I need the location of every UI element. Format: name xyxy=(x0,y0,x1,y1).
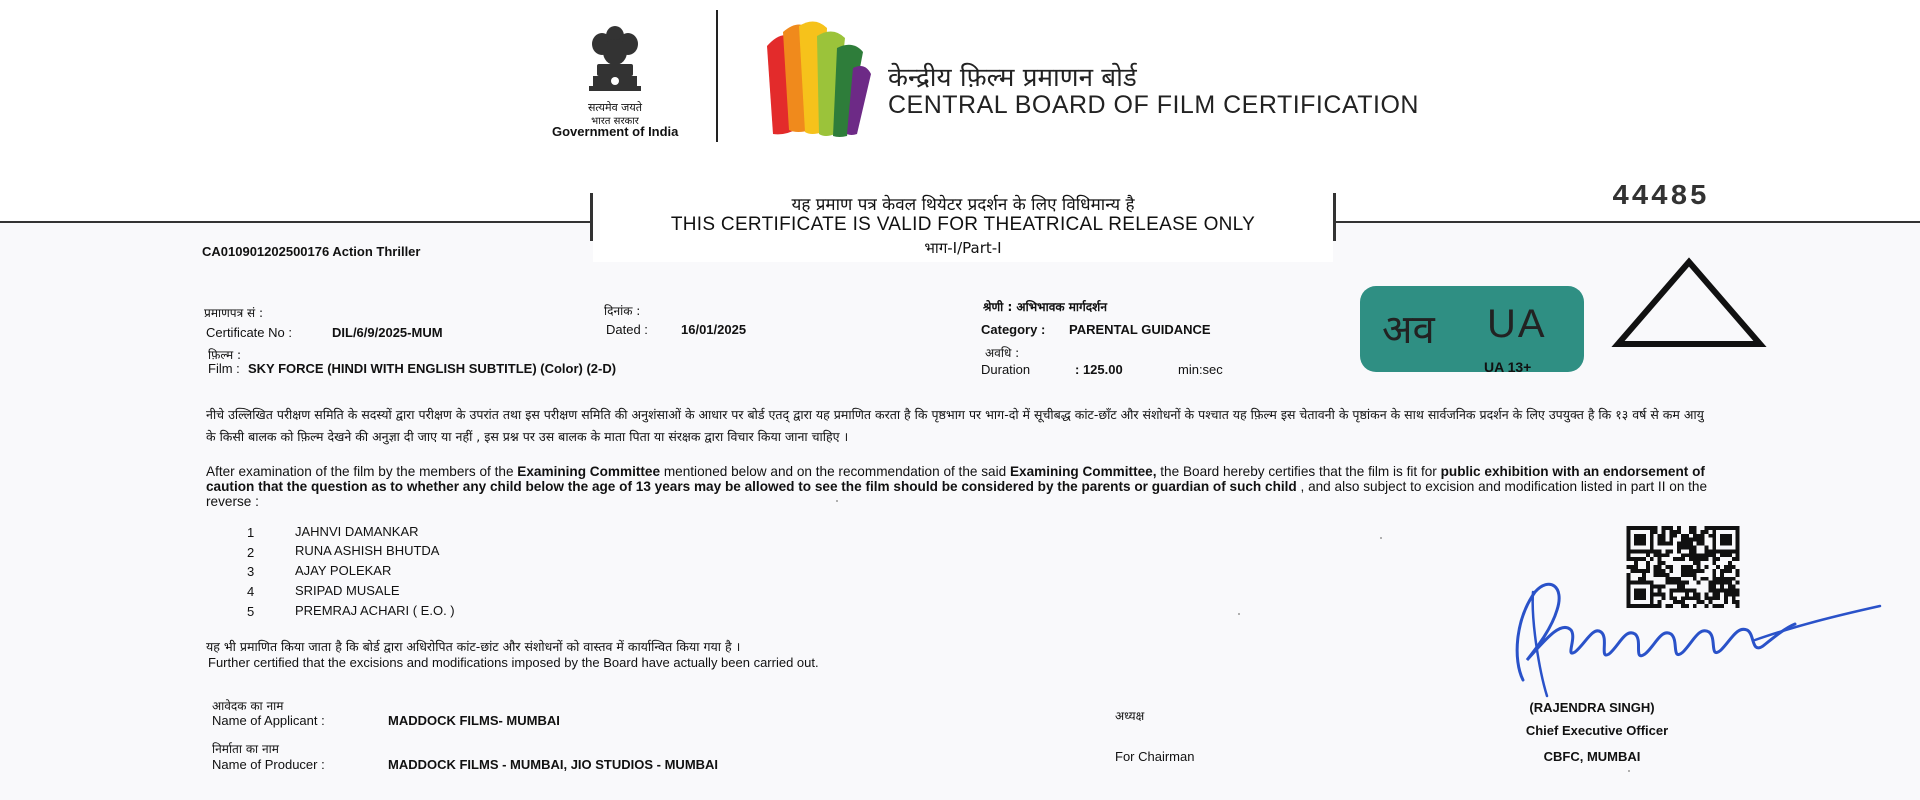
emblem-motto: सत्यमेव जयते xyxy=(587,101,642,114)
band-rule-right xyxy=(1335,221,1920,223)
member-number: 5 xyxy=(247,604,255,619)
para-en-part7: , and also subject to excision and modification listed in part II on the reverse : xyxy=(206,479,1708,509)
application-code: CA010901202500176 Action Thriller xyxy=(202,244,421,259)
certificate-no-hindi-label: प्रमाणपत्र सं : xyxy=(204,306,264,320)
member-name: RUNA ASHISH BHUTDA xyxy=(295,543,440,558)
signatory-office: CBFC, MUMBAI xyxy=(1543,749,1641,764)
applicant-value: MADDOCK FILMS- MUMBAI xyxy=(388,713,560,728)
certification-paragraph-hindi: नीचे उल्लिखित परीक्षण समिति के सदस्यों द्वारा परीक्षण के उपरांत तथा इस परीक्षण समिति की अनुशंसाओं के आधार पर बोर्ड एतद् द्वारा यह प्रमाणित करता है कि पृष्ठभाग पर भाग-दो में सूचीबद्ध कांट-छाँट और संशोधनों के पश्चात यह फ़िल्म इस चेतावनी के पृष्ठांकन के साथ सार्वजनिक प्रदर्शन के लिए उपयुक्त है कि १३ वर्ष से कम आयु के किसी बालक को फ़िल्म देखने की अनुज्ञा दी जाए या नहीं , इस प्रश्न पर उस बालक के माता पिता या संरक्षक द्वारा विचार किया जाना चाहिए । xyxy=(206,407,1704,444)
member-number: 2 xyxy=(247,545,255,560)
certificate-no-label: Certificate No : xyxy=(206,325,292,340)
date-label: Dated : xyxy=(606,322,648,337)
scan-speck xyxy=(836,500,838,502)
member-name: JAHNVI DAMANKAR xyxy=(295,524,419,539)
further-certified-english: Further certified that the excisions and modifications imposed by the Board have actually been carried out. xyxy=(208,655,819,670)
applicant-label: Name of Applicant : xyxy=(212,713,325,728)
signatory-name: (RAJENDRA SINGH) xyxy=(1529,700,1655,715)
producer-label: Name of Producer : xyxy=(212,757,325,772)
para-en-part1: After examination of the film by the members of the xyxy=(206,464,518,479)
film-label: Film : xyxy=(208,361,240,376)
rating-hindi: अव xyxy=(1382,307,1435,353)
for-chairman-label: For Chairman xyxy=(1115,749,1195,764)
para-en-caution: public exhibition with an endorsement of caution that the question as to whether any child below the age of 13 years may be allowed to see the film should be considered by the parents or guardian of such child xyxy=(206,464,1705,494)
further-certified-hindi: यह भी प्रमाणित किया जाता है कि बोर्ड द्वारा अधिरोपित कांट-छांट और संशोधनों को वास्तव में कार्यान्वित किया गया है । xyxy=(206,639,741,654)
duration-hindi-label: अवधि : xyxy=(985,346,1020,360)
rating-english: UA xyxy=(1487,302,1547,346)
category-value: PARENTAL GUIDANCE xyxy=(1069,322,1211,337)
producer-value: MADDOCK FILMS - MUMBAI, JIO STUDIOS - MUMBAI xyxy=(388,757,719,772)
scan-speck xyxy=(1380,537,1382,539)
member-name: PREMRAJ ACHARI ( E.O. ) xyxy=(295,603,455,618)
certificate-no-value: DIL/6/9/2025-MUM xyxy=(332,325,443,340)
film-title-value: SKY FORCE (HINDI WITH ENGLISH SUBTITLE) (Color) (2-D) xyxy=(248,361,617,376)
part-label: भाग-I/Part-I xyxy=(924,239,1002,257)
serial-number: 44485 xyxy=(1612,180,1710,213)
date-hindi-label: दिनांक : xyxy=(604,304,641,318)
header-divider xyxy=(716,10,718,142)
para-en-part4: Examining Committee, xyxy=(1009,464,1157,479)
category-label: Category : xyxy=(981,322,1046,337)
member-number: 1 xyxy=(247,525,255,540)
certification-paragraph-english xyxy=(206,464,1716,509)
board-name-hindi: केन्द्रीय फ़िल्म प्रमाणन बोर्ड xyxy=(888,63,1137,93)
band-cap-right xyxy=(1333,193,1336,241)
signatory-title: Chief Executive Officer xyxy=(1525,723,1669,738)
member-name: SRIPAD MUSALE xyxy=(295,583,400,598)
warning-triangle-icon xyxy=(1610,256,1768,350)
para-en-part3: mentioned below and on the recommendation of the said xyxy=(660,464,1010,479)
ashoka-emblem-icon xyxy=(575,22,655,102)
validity-text-english: THIS CERTIFICATE IS VALID FOR THEATRICAL RELEASE ONLY xyxy=(670,214,1256,235)
para-en-part5: the Board hereby certifies that the film is fit for xyxy=(1156,464,1441,479)
duration-label: Duration xyxy=(981,362,1031,377)
signature-image xyxy=(1505,580,1885,700)
band-rule-left xyxy=(0,221,590,223)
duration-value: : 125.00 xyxy=(1075,362,1123,377)
producer-hindi-label: निर्माता का नाम xyxy=(212,742,279,756)
para-en-part2: Examining Committee xyxy=(517,464,661,479)
applicant-hindi-label: आवेदक का नाम xyxy=(212,699,284,713)
scan-speck xyxy=(1238,613,1240,615)
government-of-india-label: Government of India xyxy=(552,124,679,139)
scan-speck xyxy=(1628,770,1630,772)
film-hindi-label: फ़िल्म : xyxy=(208,348,242,362)
member-number: 3 xyxy=(247,564,255,579)
chairman-hindi-label: अध्यक्ष xyxy=(1115,709,1145,723)
category-hindi-label: श्रेणी : अभिभावक मार्गदर्शन xyxy=(983,300,1107,314)
cbfc-logo-icon xyxy=(765,18,875,140)
emblem-hindi-caption: भारत सरकार xyxy=(591,116,639,127)
duration-unit: min:sec xyxy=(1178,362,1223,377)
date-value: 16/01/2025 xyxy=(681,322,747,337)
rating-subclass: UA 13+ xyxy=(1484,359,1532,375)
board-name-english: CENTRAL BOARD OF FILM CERTIFICATION xyxy=(888,91,1419,119)
validity-text-hindi: यह प्रमाण पत्र केवल थियेटर प्रदर्शन के लिए विधिमान्य है xyxy=(791,195,1135,215)
member-number: 4 xyxy=(247,584,255,599)
member-name: AJAY POLEKAR xyxy=(295,563,392,578)
